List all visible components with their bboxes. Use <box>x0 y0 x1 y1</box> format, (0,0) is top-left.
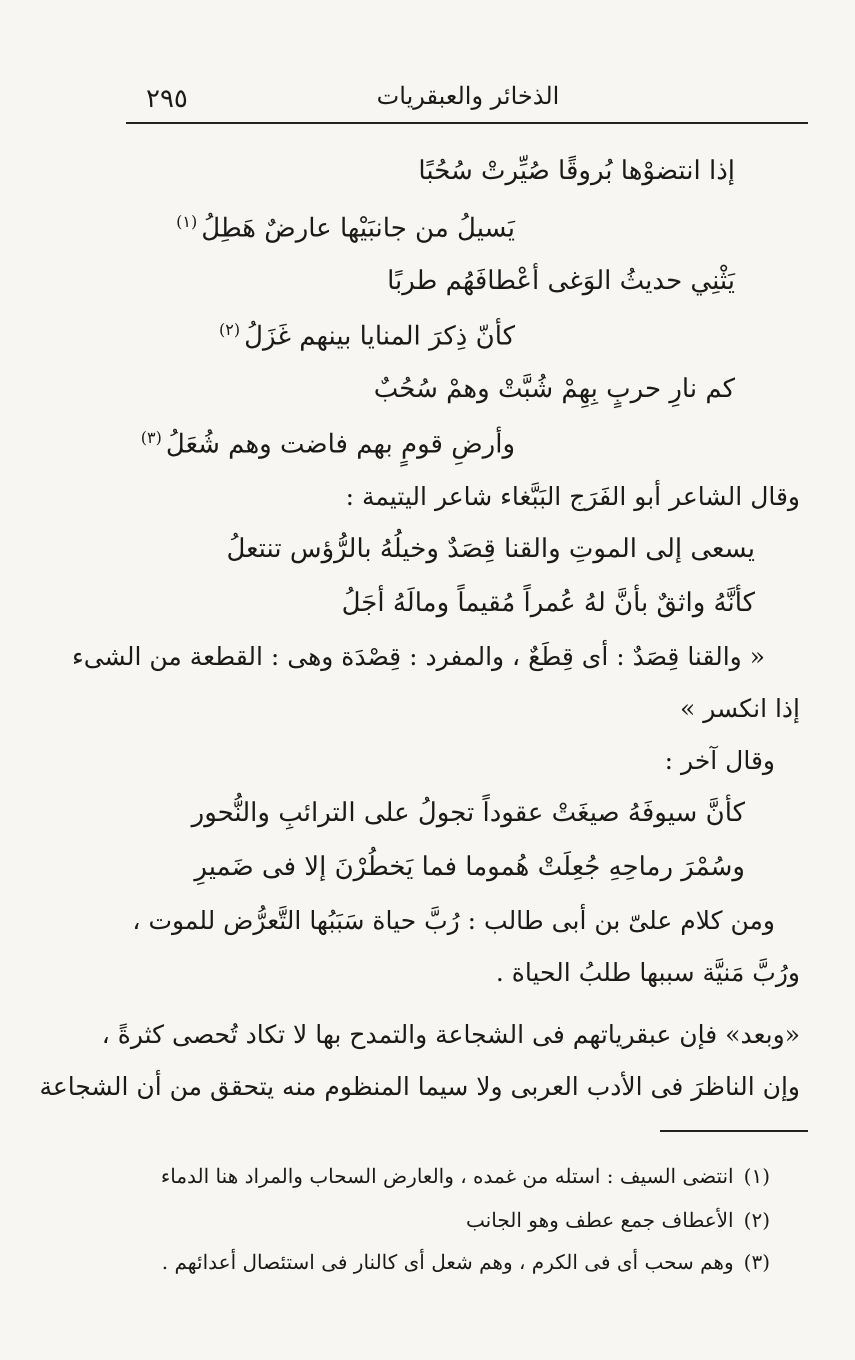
prose-line-1: وقال الشاعر أبو الفَرَج البَبَّغاء شاعر اليتيمة : <box>345 482 800 511</box>
prose-line-5: «وبعد» فإن عبقرياتهم فى الشجاعة والتمدح بها لا تكاد تُحصى كثرةً ، <box>101 1020 800 1049</box>
prose-line-3: ومن كلام علىّ بن أبى طالب : رُبَّ حياة سَبَبُها التَّعرُّض للموت ، <box>132 906 775 935</box>
gloss-line-2: إذا انكسر » <box>679 694 800 723</box>
footnote-2 <box>466 1208 770 1232</box>
verse-line-10: وسُمْرَ رماحِهِ جُعِلَتْ هُموما فما يَخطُرْنَ إلا فى ضَميرِ <box>194 852 745 882</box>
verse-line-6: وأرضِ قومٍ بهم فاضت وهم شُعَلُ$^{(٣)}$ <box>140 428 515 460</box>
header-rule <box>126 122 808 124</box>
footnote-ref-3: (٣) <box>140 428 162 447</box>
footnote-text: انتضى السيف : استله من غمده ، والعارض السحاب والمراد هنا الدماء <box>160 1164 734 1188</box>
verse-line-2: يَسيلُ من جانبَيْها عارضٌ هَطِلُ$^{(١)}$ <box>176 212 515 244</box>
verse-line-9: كأنَّ سيوفَهُ صيغَتْ عقوداً تجولُ على الترائبِ والنُّحور <box>191 798 745 828</box>
verse-line-3: يَثْنِي حديثُ الوَغى أعْطافَهُم طربًا <box>387 266 735 296</box>
verse-line-5: كم نارِ حربٍ بِهِمْ شُبَّتْ وهمْ سُحُبٌ <box>373 374 735 404</box>
verse-line-8: كأنَّهُ واثقٌ بأنَّ لهُ عُمراً مُقيماً ومالَهُ أجَلُ <box>341 588 755 618</box>
gloss-line-1: « والقنا قِصَدٌ : أى قِطَعٌ ، والمفرد : قِصْدَة وهى : القطعة من الشىء <box>71 642 765 671</box>
footnote-1 <box>161 1164 770 1188</box>
page-header <box>128 78 808 122</box>
footnote-3 <box>162 1250 770 1274</box>
verse-line-1: إذا انتضوْها بُروقًا صُيِّرتْ سُحُبًا <box>418 156 735 186</box>
page-number: ٢٩٥ <box>146 84 188 114</box>
prose-line-4: ورُبَّ مَنيَّة سببها طلبُ الحياة . <box>495 958 800 987</box>
footnote-rule <box>660 1130 808 1132</box>
footnote-text: الأعطاف جمع عطف وهو الجانب <box>466 1208 734 1232</box>
footnote-ref-2: (٢) <box>219 320 241 339</box>
footnote-ref-1: (١) <box>176 212 198 231</box>
footnote-number: (٣) <box>743 1250 770 1274</box>
footnote-number: (١) <box>743 1164 770 1188</box>
verse-line-4: كأنّ ذِكرَ المنايا بينهم غَزَلُ$^{(٢)}$ <box>219 320 515 352</box>
footnote-text: وهم سحب أى فى الكرم ، وهم شعل أى كالنار فى استئصال أعدائهم . <box>161 1250 734 1274</box>
prose-line-6: وإن الناظرَ فى الأدب العربى ولا سيما المنظوم منه يتحقق من أن الشجاعة <box>39 1072 800 1101</box>
running-title: الذخائر والعبقريات <box>376 82 560 110</box>
verse-line-7: يسعى إلى الموتِ والقنا قِصَدٌ وخيلُهُ بالرُّؤس تنتعلُ <box>226 534 755 564</box>
prose-line-2: وقال آخر : <box>664 746 775 775</box>
footnote-number: (٢) <box>743 1208 770 1232</box>
